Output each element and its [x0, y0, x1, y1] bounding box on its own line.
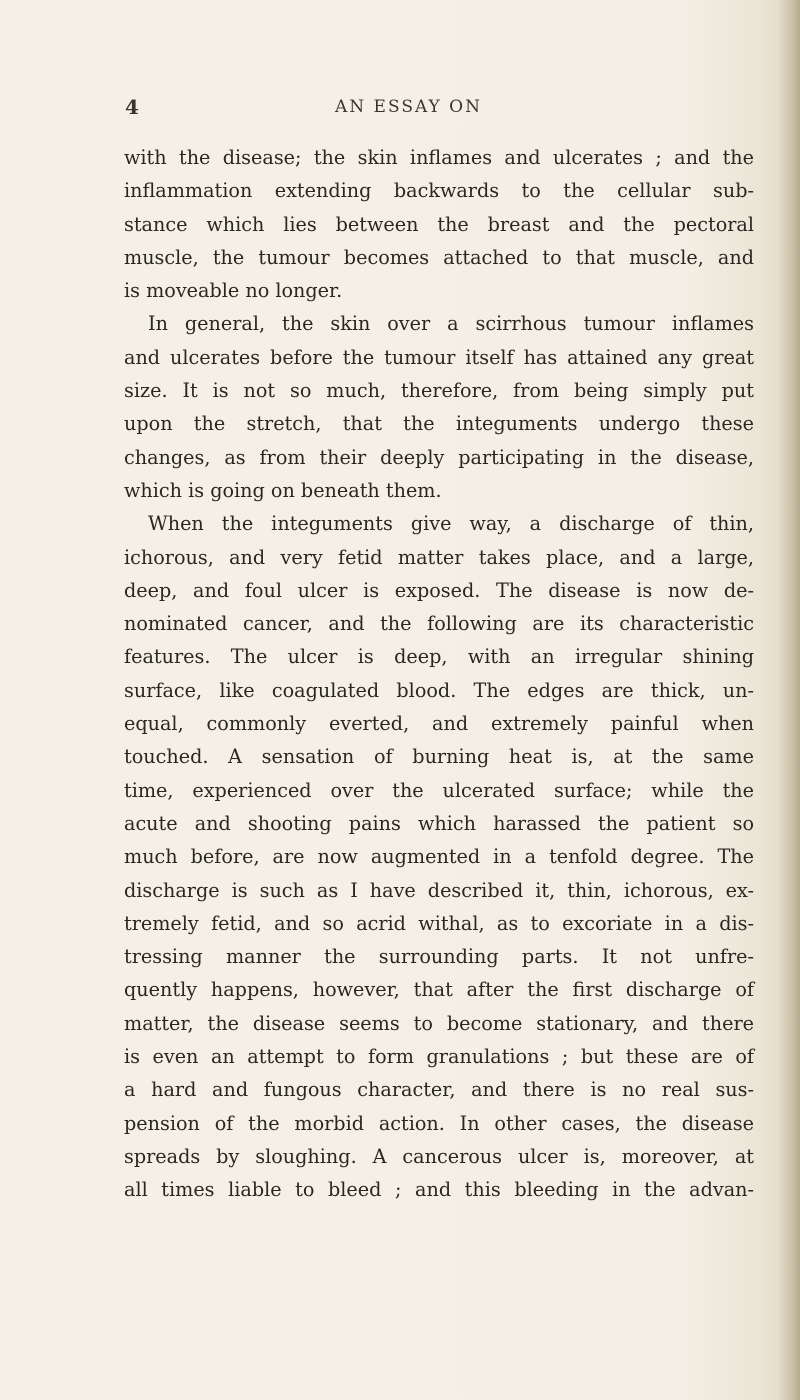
page-number: 4	[125, 95, 139, 119]
text-line: inflammation extending backwards to the cellular sub-	[124, 179, 754, 203]
text-line: features. The ulcer is deep, with an irregular shining	[124, 645, 754, 669]
text-line: which is going on beneath them.	[124, 478, 442, 502]
page-header	[0, 95, 800, 125]
text-line: and ulcerates before the tumour itself has attained any great	[124, 345, 754, 369]
text-line: all times liable to bleed ; and this bleeding in the advan-	[124, 1178, 754, 1202]
text-line: matter, the disease seems to become stationary, and there	[124, 1011, 754, 1035]
text-line: surface, like coagulated blood. The edges are thick, un-	[124, 678, 754, 702]
text-line: changes, as from their deeply participating in the disease,	[124, 445, 754, 469]
text-line: a hard and fungous character, and there is no real sus-	[124, 1078, 754, 1102]
text-line: pension of the morbid action. In other cases, the disease	[124, 1111, 754, 1135]
text-line: tremely fetid, and so acrid withal, as to excoriate in a dis-	[124, 911, 754, 935]
body-text	[124, 141, 754, 1207]
text-line: is moveable no longer.	[124, 279, 343, 303]
text-line: with the disease; the skin inflames and ulcerates ; and the	[124, 146, 754, 169]
text-line: size. It is not so much, therefore, from being simply put	[124, 379, 754, 403]
text-line: stance which lies between the breast and the pectoral	[124, 212, 754, 236]
text-line: deep, and foul ulcer is exposed. The disease is now de-	[124, 578, 754, 602]
text-line: upon the stretch, that the integuments undergo these	[124, 412, 754, 436]
text-line: muscle, the tumour becomes attached to that muscle, and	[124, 245, 754, 269]
page-edge-shadow	[778, 0, 800, 1400]
text-line: In general, the skin over a scirrhous tumour inflames	[148, 312, 754, 336]
text-line: equal, commonly everted, and extremely painful when	[124, 712, 754, 736]
text-line: discharge is such as I have described it, thin, ichorous, ex-	[124, 878, 754, 902]
text-line: time, experienced over the ulcerated surface; while the	[124, 778, 754, 802]
text-line: touched. A sensation of burning heat is, at the same	[124, 745, 754, 769]
text-line: is even an attempt to form granulations ; but these are of	[124, 1045, 754, 1069]
text-line: acute and shooting pains which harassed the patient so	[124, 811, 754, 835]
text-line: tressing manner the surrounding parts. It not unfre-	[124, 945, 754, 969]
text-line: much before, are now augmented in a tenfold degree. The	[124, 845, 754, 869]
text-line: nominated cancer, and the following are its characteristic	[124, 612, 754, 636]
text-line: quently happens, however, that after the first discharge of	[124, 978, 754, 1002]
text-line: When the integuments give way, a discharge of thin,	[148, 512, 754, 536]
text-line: ichorous, and very fetid matter takes place, and a large,	[124, 545, 754, 569]
text-line: spreads by sloughing. A cancerous ulcer is, moreover, at	[124, 1144, 754, 1168]
running-head: AN ESSAY ON	[335, 97, 482, 117]
